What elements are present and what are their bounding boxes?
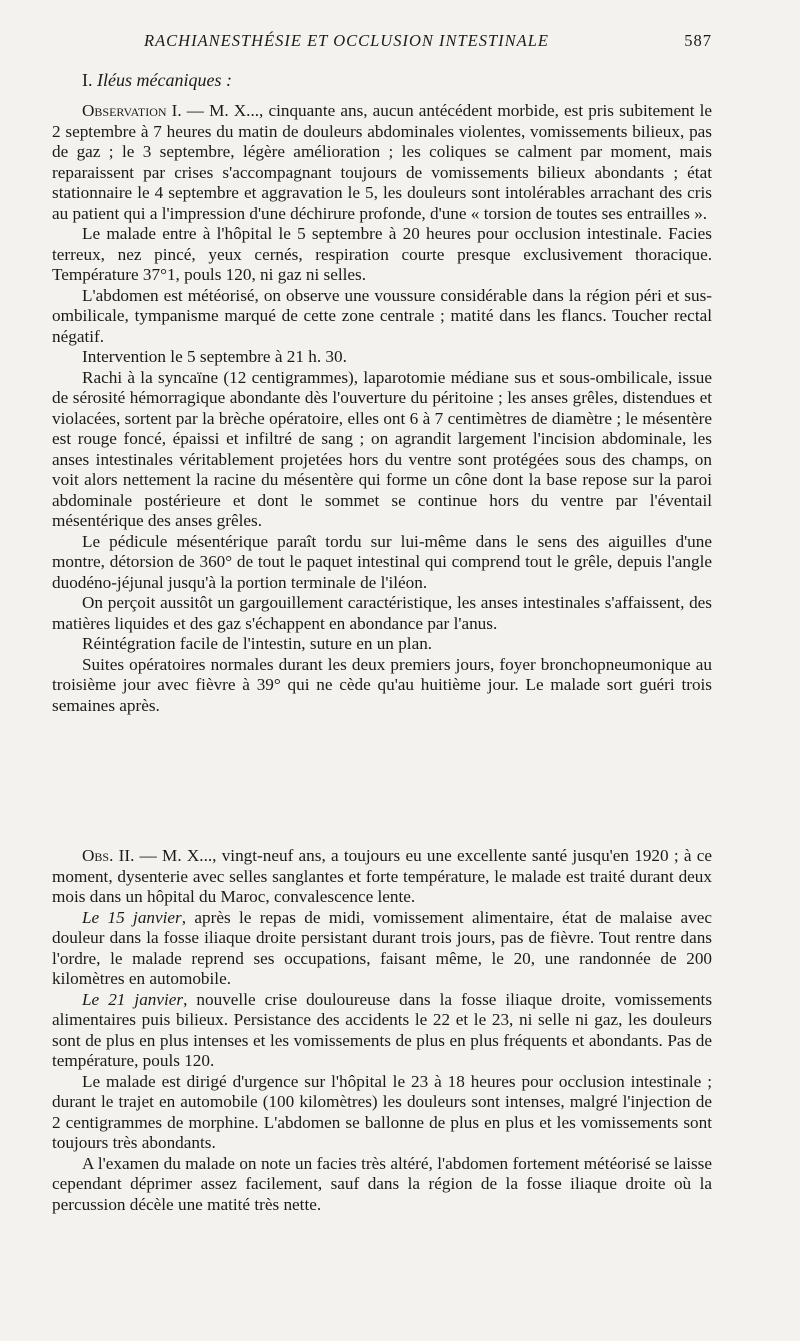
paragraph: L'abdomen est météorisé, on observe une voussure considérable dans la région péri et sus-ombilicale, tympanisme marqué de cette zone centrale ; matité dans les flancs. Toucher rectal négatif. (52, 285, 712, 346)
paragraph: Le 21 janvier, nouvelle crise douloureuse dans la fosse iliaque droite, vomissements alimentaires puis bilieux. Persistance des accidents le 22 et le 23, ni selle ni gaz, les douleurs sont de plus en plus intenses et les vomissements de plus en plus fréquents et abondants. Pas de température, pouls 120. (52, 989, 713, 1070)
paragraph: A l'examen du malade on note un facies très altéré, l'abdomen fortement météorisé se laisse cependant déprimer assez facilement, sauf dans la région de la fosse iliaque droite où la percussion décèle une matité très nette. (52, 1153, 712, 1214)
running-header (52, 31, 712, 53)
paragraph: Suites opératoires normales durant les deux premiers jours, foyer bronchopneumonique au troisième jour avec fièvre à 39° qui ne cède qu'au huitième jour. Le malade sort guéri trois semaines après. (52, 654, 712, 715)
section-number: I. (82, 70, 93, 90)
date-label: Le 15 janvier (82, 907, 182, 927)
paragraph: On perçoit aussitôt un gargouillement caractéristique, les anses intestinales s'affaissent, des matières liquides et des gaz s'échappent en abondance par l'anus. (52, 593, 712, 633)
paragraph: Réintégration facile de l'intestin, suture en un plan. (82, 634, 433, 653)
paragraph: Le pédicule mésentérique paraît tordu sur lui-même dans le sens des aiguilles d'une montre, détorsion de 360° de tout le paquet intestinal qui comprend tout le grêle, depuis l'angle duodéno-jéjunal jusqu'à la portion terminale de l'iléon. (52, 531, 712, 592)
date-label: Le 21 janvier (82, 989, 184, 1009)
running-title: RACHIANESTHÉSIE ET OCCLUSION INTESTINALE (144, 31, 550, 50)
paragraph: Rachi à la syncaïne (12 centigrammes), laparotomie médiane sus et sous-ombilicale, issue de sérosité hémorragique abondante dès l'ouverture du péritoine ; les anses grêles, distendues et violacées, sortent par la brèche opératoire, elles ont 6 à 7 centimètres de diamètre ; le mésentère est rouge foncé, épaissi et infiltré de sang ; on agrandit largement l'incision abdominale, les anses intestinales véritablement projetées hors du ventre sont protégées sous des champs, on voit alors nettement la racine du mésentère qui forme un cône dont la base repose sur la paroi abdominale postérieure et dont le sommet se continue hors du ventre par l'éventail mésentérique des anses grêles. (52, 367, 712, 530)
paragraph: Intervention le 5 septembre à 21 h. 30. (82, 347, 347, 366)
paragraph: Obs. II. — M. X..., vingt-neuf ans, a toujours eu une excellente santé jusqu'en 1920 ; à ce moment, dysenterie avec selles sanglantes et forte température, le malade est traité durant deux mois dans un hôpital du Maroc, convalescence lente. (52, 846, 712, 906)
paragraph: Observation I. — M. X..., cinquante ans, aucun antécédent morbide, est pris subitement le 2 septembre à 7 heures du matin de douleurs abdominales violentes, vomissements bilieux, pas de gaz ; le 3 septembre, légère amélioration ; les coliques se calment par moment, mais reparaissent par crises s'accompagnant toujours de vomissements bilieux abondants ; état stationnaire le 4 septembre et aggravation le 5, les douleurs sont intolérables arrachant des cris au patient qui a l'impression d'une déchirure profonde, d'une « torsion de toutes ses entrailles ». (52, 101, 712, 223)
observation-label: Observation I. (82, 101, 182, 120)
observation-2 (52, 846, 712, 1215)
observation-label: Obs. II. (82, 846, 135, 865)
page-number: 587 (684, 31, 712, 50)
section-title: Iléus mécaniques : (97, 70, 232, 90)
paragraph: Le 15 janvier, après le repas de midi, vomissement alimentaire, état de malaise avec douleur dans la fosse iliaque droite persistant durant trois jours, pas de fièvre. Tout rentre dans l'ordre, le malade reprend ses occupations, faisant même, le 20, une randonnée de 200 kilomètres en automobile. (52, 907, 712, 988)
paragraph: Le malade est dirigé d'urgence sur l'hôpital le 23 à 18 heures pour occlusion intestinale ; durant le trajet en automobile (100 kilomètres) les douleurs sont intenses, malgré l'injection de 2 centigrammes de morphine. L'abdomen se ballonne de plus en plus et les vomissements sont toujours très abondants. (52, 1071, 712, 1152)
section-heading (82, 70, 232, 91)
paragraph: Le malade entre à l'hôpital le 5 septembre à 20 heures pour occlusion intestinale. Facies terreux, nez pincé, yeux cernés, respiration courte presque exclusivement thoracique. Température 37°1, pouls 120, ni gaz ni selles. (52, 224, 712, 284)
observation-1 (52, 101, 712, 716)
